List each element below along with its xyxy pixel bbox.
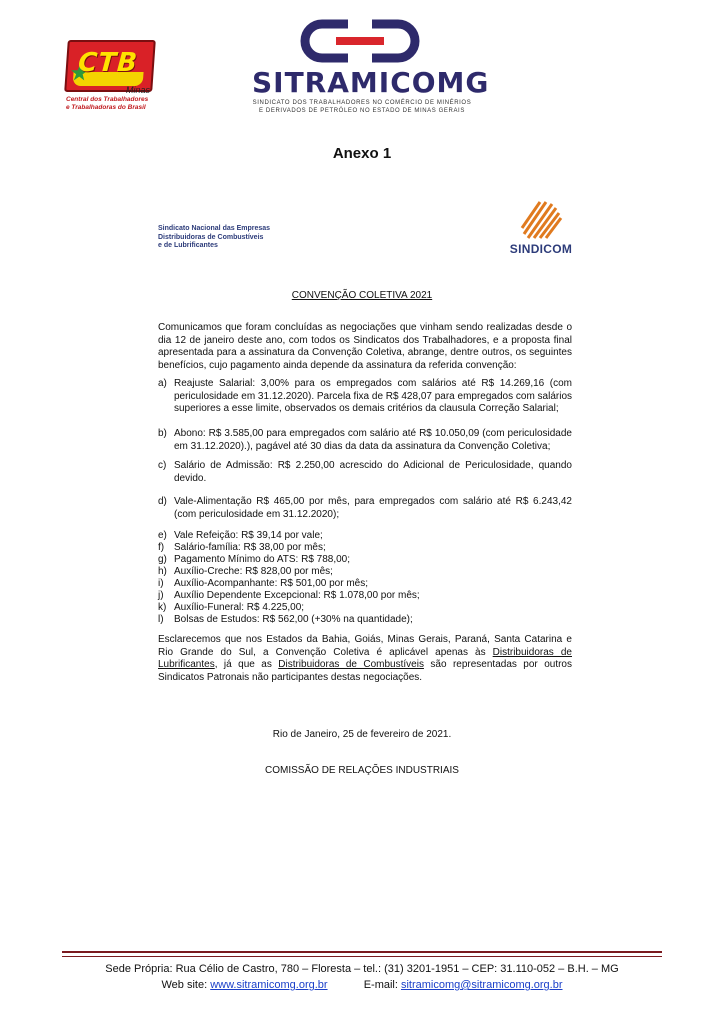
- list-item-h: [158, 566, 572, 579]
- list-item-text: Salário de Admissão: R$ 2.250,00 acrescido do Adicional de Periculosidade, quando devido.: [174, 460, 572, 484]
- closing-text-part3: são representadas por outros Sindicatos Patronais não participantes destas negociações.: [158, 659, 572, 683]
- sindicato-name: [158, 225, 270, 251]
- intro-paragraph: Comunicamos que foram concluídas as negociações que vinham sendo realizadas desde o dia 12 de janeiro deste ano, com todos os Sindicatos dos Trabalhadores, e a proposta final apresentada para a assinatura da Convenção Coletiva, abrange, dentre outros, os seguintes benefícios, cujo pagamento ainda depende da assinatura da referida convenção:: [158, 322, 572, 371]
- ctb-minas-label: Minas: [126, 85, 151, 95]
- ctb-subtitle-line2: e Trabalhadoras do Brasil: [66, 104, 146, 111]
- document-body: [158, 322, 573, 683]
- list-item-label: l): [158, 614, 164, 625]
- footer-contacts: [0, 979, 724, 991]
- list-item-text: Abono: R$ 3.585,00 para empregados com salário até R$ 10.050,09 (com periculosidade em 31.12.2020).), pagável até 30 dias da data da assinatura da Convenção Coletiva;: [174, 428, 572, 452]
- email-label: E-mail:: [363, 979, 398, 991]
- list-item-label: j): [158, 590, 164, 601]
- list-item-text: Auxílio-Acompanhante: R$ 501,00 por mês;: [174, 578, 368, 589]
- list-item-b: [158, 428, 572, 453]
- list-item-label: f): [158, 542, 165, 553]
- list-item-label: k): [158, 602, 167, 613]
- sitramicomg-subtitle-line1: SINDICATO DOS TRABALHADORES NO COMÉRCIO DE MINÉRIOS: [252, 100, 472, 106]
- list-item-e: [158, 530, 572, 543]
- website-label: Web site:: [161, 979, 208, 991]
- ctb-logo-text: CTB: [77, 48, 139, 78]
- convention-title: CONVENÇÃO COLETIVA 2021: [291, 290, 433, 301]
- website-link[interactable]: www.sitramicomg.org.br: [210, 979, 328, 991]
- footer-divider-thin: [62, 956, 662, 957]
- list-item-j: [158, 590, 572, 603]
- list-item-label: g): [158, 554, 167, 565]
- list-item-label: c): [158, 460, 167, 471]
- list-item-text: Vale Refeição: R$ 39,14 por vale;: [174, 530, 323, 541]
- list-item-label: d): [158, 496, 167, 507]
- list-item-text: Pagamento Mínimo do ATS: R$ 788,00;: [174, 554, 351, 565]
- footer-divider: [62, 951, 662, 953]
- sindicato-name-line1: Sindicato Nacional das Empresas: [158, 225, 271, 232]
- list-item-label: i): [158, 578, 164, 589]
- list-item-text: Auxílio Dependente Excepcional: R$ 1.078,00 por mês;: [174, 590, 420, 601]
- closing-paragraph: [158, 634, 572, 684]
- list-item-label: a): [158, 378, 167, 389]
- list-item-text: Salário-família: R$ 38,00 por mês;: [174, 542, 326, 553]
- sindicom-emblem-icon: [506, 196, 576, 242]
- closing-text-part2: , já que as: [214, 659, 279, 671]
- sindicato-name-line2: Distribuidoras de Combustíveis: [158, 233, 264, 241]
- sindicato-name-line3: e de Lubrificantes: [158, 242, 218, 249]
- ctb-subtitle-line1: Central dos Trabalhadores: [66, 96, 149, 103]
- place-date: Rio de Janeiro, 25 de fevereiro de 2021.: [272, 729, 452, 740]
- sitramicomg-emblem-icon: [300, 18, 420, 64]
- distribuidoras-combustiveis: Distribuidoras de Combustíveis: [278, 659, 424, 671]
- closing-text-part1: Esclarecemos que nos Estados da Bahia, Goiás, Minas Gerais, Paraná, Santa Catarina e Rio Grande do Sul, a Convenção Coletiva é aplicável apenas às: [158, 634, 572, 658]
- list-item-d: [158, 496, 572, 521]
- list-item-label: e): [158, 530, 167, 541]
- list-item-c: [158, 460, 572, 485]
- list-item-text: Bolsas de Estudos: R$ 562,00 (+30% na quantidade);: [174, 614, 413, 625]
- annex-title: Anexo 1: [332, 145, 392, 162]
- sitramicomg-title: SITRAMICOMG: [252, 66, 490, 99]
- distribuidoras-lubrificantes: Distribuidoras de Lubrificantes: [158, 646, 572, 671]
- list-item-f: [158, 542, 572, 555]
- list-item-k: [158, 602, 572, 615]
- sitramicomg-logo: [252, 18, 490, 118]
- list-item-text: Auxílio-Creche: R$ 828,00 por mês;: [174, 566, 333, 577]
- list-item-text: Auxílio-Funeral: R$ 4.225,00;: [174, 602, 305, 613]
- list-item-i: [158, 578, 572, 591]
- sindicom-label: SINDICOM: [509, 242, 573, 256]
- sitramicomg-subtitle-line2: E DERIVADOS DE PETRÓLEO NO ESTADO DE MINAS GERAIS: [259, 108, 465, 114]
- list-item-text: Vale-Alimentação R$ 465,00 por mês, para empregados com salário até R$ 6.243,42 (com periculosidade em 31.12.2020);: [174, 496, 572, 520]
- sindicom-logo: [506, 196, 576, 260]
- list-item-l: [158, 614, 572, 627]
- list-item-g: [158, 554, 572, 567]
- signature-commission: COMISSÃO DE RELAÇÕES INDUSTRIAIS: [265, 765, 459, 776]
- footer-address: Sede Própria: Rua Célio de Castro, 780 – Floresta – tel.: (31) 3201-1951 – CEP: 31.110-052 – B.H. – MG: [105, 963, 619, 975]
- email-link[interactable]: sitramicomg@sitramicomg.org.br: [400, 979, 563, 991]
- list-item-a: [158, 378, 572, 416]
- list-item-label: h): [158, 566, 167, 577]
- ctb-logo: [66, 40, 158, 120]
- list-item-text: Reajuste Salarial: 3,00% para os empregados com salários até R$ 14.269,16 (com periculosidade em 31.12.2020). Parcela fixa de R$ 428,07 para empregados com salários superiores a esse limite, observados os demais critérios da clausula Correção Salarial;: [174, 378, 573, 415]
- list-item-label: b): [158, 428, 167, 439]
